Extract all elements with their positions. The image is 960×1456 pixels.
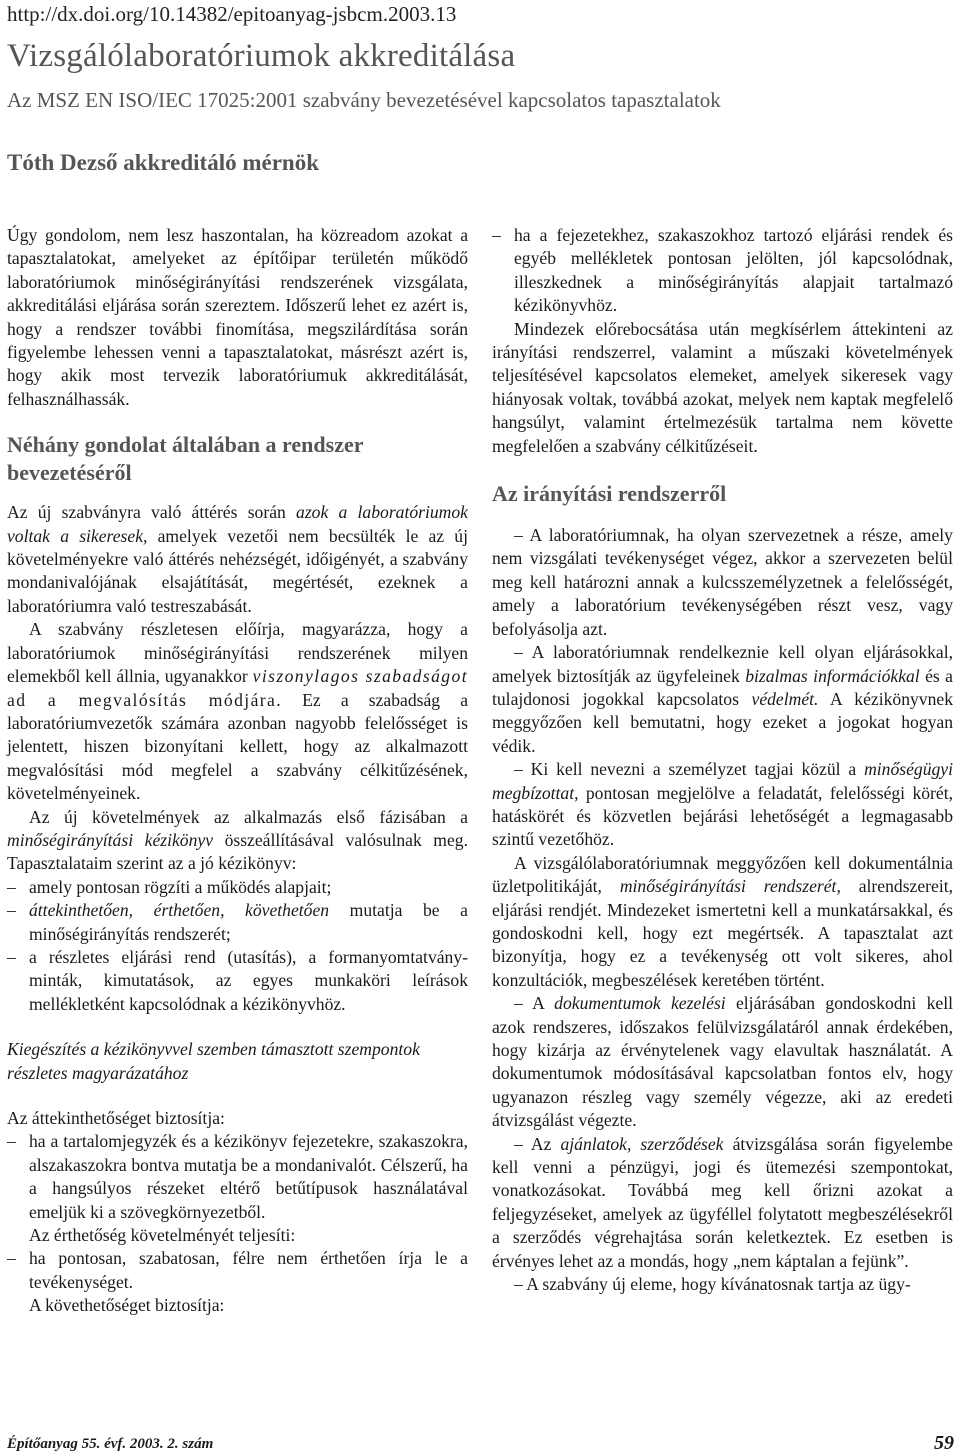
dash-paragraph: – A dokumentumok kezelési eljárásában gondoskodni kell azok rendszeres, időszakos felülvizsgálatáról annak érdekében, hogy kizárja az érvénytelenek vagy elavultak használatát. A dokumentumok módosításával kapcsolatban fontos elv, hogy ugyanazon részleg vagy személy végezze, aki az eredeti átvizsgálást végezte. (492, 993, 953, 1131)
paragraph: A vizsgálólaboratóriumnak meggyőzően kell dokumentálnia üzletpolitikáját, minőségirányítási rendszerét, alrendszereit, eljárási rendjét. Mindezeket ismertetni kell a munkatársakkal, és gondoskodni kell, hogy ezt megértsék. A tapasztalat azt bizonyítja, hogy ez a tevékenység ott volt sikeres, ahol konzultációk, megbeszélések keretében történt. (492, 852, 953, 990)
section-heading-general: Néhány gondolat általában a rendszer bevezetéséről (7, 432, 364, 486)
article-subtitle: Az MSZ EN ISO/IEC 17025:2001 szabvány bevezetésével kapcsolatos tapasztalatok (7, 88, 721, 112)
dash-paragraph: – Ki kell nevezni a személyzet tagjai közül a minőségügyi megbízottat, pontosan megjelölve a feladatát, felelősségi körét, hatáskörét és közvetlen bejárási lehetőségét a legmagasabb szintű vezetőhöz. (492, 759, 953, 850)
dash-bullet: – (7, 946, 16, 967)
paragraph: Az áttekinthetőséget biztosítja: (7, 1108, 225, 1128)
page-number: 59 (934, 1432, 954, 1454)
dash-paragraph: – Az ajánlatok, szerződések átvizsgálása során figyelembe kell venni a pénzügyi, jogi és ütemezési szempontokat, vonatkozásokat. Továbbá meg kell őrizni azokat a feljegyzéseket, amelyek az ügyféllel folytatott megbeszélésekről a szerződés végrehajtása során keletkeztek. Ez esetben is érvényes lehet az a mondás, hogy „nem káptalan a fejünk”. (492, 1133, 953, 1271)
dash-bullet: – (7, 1248, 16, 1269)
intro-paragraph: Úgy gondolom, nem lesz haszontalan, ha közreadom azokat a tapasztalatokat, amelyeket az építőipar területén működő laboratóriumok minőségirányítási rendszerének vizsgálata, akkreditálási eljárása során szereztem. Időszerű lehet ez azért is, hogy a rendszer további finomítása, megszilárdítása során figyelembe lehessen venni a tapasztalatokat, másrészt azért is, hogy akik most tervezik laboratóriumuk akkreditálását, felhasználhassák. (7, 225, 468, 409)
dash-paragraph: – A laboratóriumnak rendelkeznie kell olyan eljárásokkal, amelyek biztosítják az ügyfeleinek bizalmas információkkal és a tulajdonosi jogokkal kapcsolatos védelmét. A kézikönyvnek meggyőzően kell bemutatni, hogy ezeket a jogokat hogyan védik. (492, 642, 954, 756)
dash-paragraph: – A szabvány új eleme, hogy kívánatosnak tartja az ügy- (514, 1274, 911, 1295)
paragraph: A követhetőséget biztosítja: (29, 1295, 225, 1316)
dash-bullet: – (7, 876, 16, 897)
dash-bullet: – (492, 225, 501, 245)
paragraph: Az érthetőség követelményét teljesíti: (29, 1225, 296, 1246)
footer-journal: Építőanyag 55. évf. 2003. 2. szám (7, 1436, 214, 1452)
doi-link[interactable]: http://dx.doi.org/10.14382/epitoanyag-jsbcm.2003.13 (7, 2, 457, 26)
article-title: Vizsgálólaboratóriumok akkreditálása (7, 38, 516, 74)
list-item: – a részletes eljárási rend (utasítás), a formanyomtatvány-minták, kimutatások, az egyes munkaköri leírások mellékletként kapcsolódnak a kézikönyvhöz. (7, 946, 468, 1014)
paragraph: Az új szabványra való áttérés során azok a laboratóriumok voltak a sikeresek, amelyek vezetői nem becsülték le az új követelményekre való áttérés nehézségét, időigényét, a szabvány mondanivalójának elsajátítását, megértését, ezeknek a laboratóriumra való testreszabását. (7, 502, 468, 616)
dash-bullet: – (7, 900, 16, 921)
paragraph: Mindezek előrebocsátása után megkísérlem áttekinteni az irányítási rendszerrel, valamint a műszaki követelmények teljesítésével kapcsolatos elemeket, amelyek sikeresek vagy hiányosak voltak, továbbá azokat, melyek nem kaptak megfelelő hangsúlyt, valamint értelmezésük tartalma nem követte megfelelően a szabvány célkitűzéseit. (492, 318, 953, 456)
list-item: – ha a fejezetekhez, szakaszokhoz tartozó eljárási rendek és egyéb mellékletek pontosan jelölten, jól kapcsolódnak, illeszkednek a minőségirányítás alapjait tartalmazó kézikönyvhöz. (492, 225, 953, 316)
paragraph: A szabvány részletesen előírja, magyarázza, hogy a laboratóriumok minőségirányítási rendszerének milyen elemekből kell állnia, ugyanakkor viszonylagos szabadságot ad a megvalósítás módjára. Ez a szabadság a laboratóriumvezetők számára azonban nagyobb felelősséget is jelentett, hiszen bizonyítani kellett, hogy az alkalmazott megvalósítási mód megfelel a szabvány célkitűzésének, követelményeinek. (7, 619, 468, 804)
left-column (7, 224, 468, 1318)
dash-paragraph: – A laboratóriumnak, ha olyan szervezetnek a része, amely nem vizsgálati tevékenységet végez, akkor a szervezeten belül meg kell határozni annak a kulcsszemélyzetnek a felelősségét, amely a laboratórium tevékenységében részt vesz, vagy befolyásolja azt. (492, 525, 953, 639)
paragraph: Az új követelmények az alkalmazás első fázisában a minőségirányítási kézikönyv összeállításával valósulnak meg. Tapasztalataim szerint az a jó kézikönyv: (7, 806, 468, 874)
article-author: Tóth Dezső akkreditáló mérnök (7, 150, 319, 175)
list-item: – áttekinthetően, érthetően, követhetően mutatja be a minőségirányítás rendszerét; (7, 900, 468, 944)
section-heading-management: Az irányítási rendszerről (492, 481, 727, 507)
italic-caption: Kiegészítés a kézikönyvvel szemben támasztott szempontok részletes magyarázatához (7, 1039, 420, 1083)
list-item: – ha a tartalomjegyzék és a kézikönyv fejezetekre, szakaszokra, alszakaszokra bontva mutatja be a mondanivalót. Célszerű, ha a hangsúlyos részeket eltérő betűtípusok használatával emeljük ki a szövegkörnyezetből. (7, 1131, 468, 1222)
list-item: – ha pontosan, szabatosan, félre nem érthetően írja le a tevékenységet. (7, 1248, 468, 1292)
dash-bullet: – (7, 1131, 16, 1152)
list-item: – amely pontosan rögzíti a működés alapjait; (7, 876, 468, 899)
right-column (492, 224, 953, 1296)
